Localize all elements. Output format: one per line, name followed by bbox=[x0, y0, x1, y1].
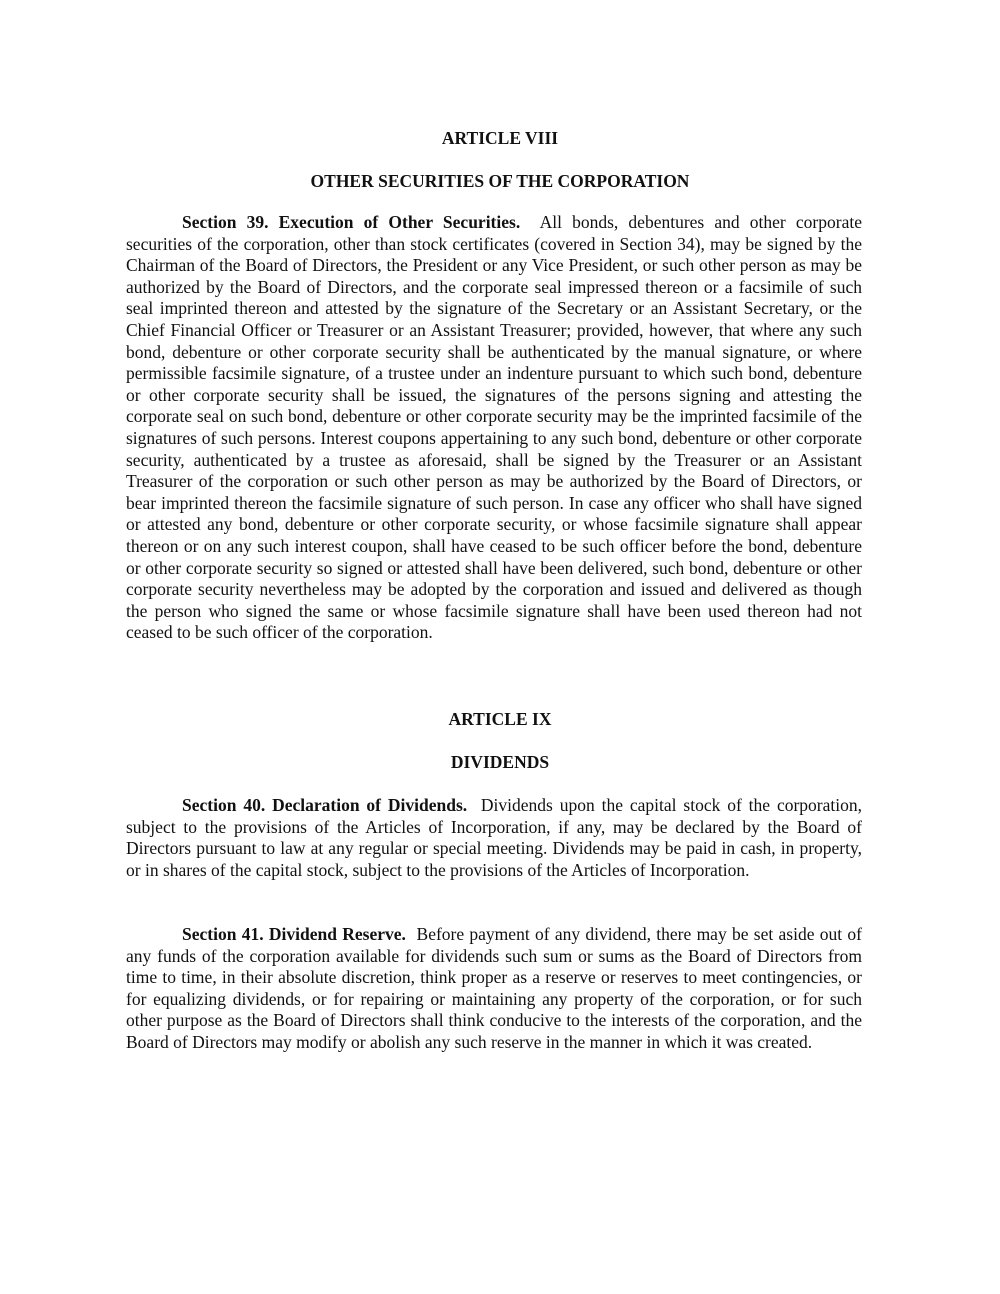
section-39-title: Section 39. Execution of Other Securities. bbox=[182, 212, 521, 232]
article-9-title: ARTICLE IX bbox=[448, 709, 552, 729]
section-40-paragraph bbox=[126, 795, 862, 881]
section-40-body: Dividends upon the capital stock of the corporation, subject to the provisions of the Articles of Incorporation, if any, may be declared by the Board of Directors pursuant to law at any regular or special meeting. Dividends may be paid in cash, in property, or in shares of the capital stock, subject to the provisions of the Articles of Incorporation. bbox=[126, 795, 862, 880]
article-8-title: ARTICLE VIII bbox=[441, 128, 559, 148]
section-39-paragraph bbox=[126, 212, 862, 644]
article-8-subtitle: OTHER SECURITIES OF THE CORPORATION bbox=[310, 171, 690, 191]
article-9-subtitle: DIVIDENDS bbox=[450, 752, 550, 772]
section-41-title: Section 41. Dividend Reserve. bbox=[182, 924, 406, 944]
section-40-title: Section 40. Declaration of Dividends. bbox=[182, 795, 468, 815]
section-41-paragraph bbox=[126, 924, 862, 1054]
section-41-body: Before payment of any dividend, there may be set aside out of any funds of the corporation available for dividends such sum or sums as the Board of Directors from time to time, in their absolute discretion, think proper as a reserve or reserves to meet contingencies, or for equalizing dividends, or for repairing or maintaining any property of the corporation, or for such other purpose as the Board of Directors shall think conducive to the interests of the corporation, and the Board of Directors may modify or abolish any such reserve in the manner in which it was created. bbox=[126, 924, 863, 1052]
section-39-body: All bonds, debentures and other corporate securities of the corporation, other than stock certificates (covered in Section 34), may be signed by the Chairman of the Board of Directors, the President or any Vice President, or such other person as may be authorized by the Board of Directors, and the corporate seal impressed thereon or a facsimile of such seal imprinted thereon and attested by the signature of the Secretary or an Assistant Secretary, or the Chief Financial Officer or Treasurer or an Assistant Treasurer; provided, however, that where any such bond, debenture or other corporate security shall be authenticated by the manual signature, or where permissible facsimile signature, of a trustee under an indenture pursuant to which such bond, debenture or other corporate security shall be issued, the signatures of the persons signing and attesting the corporate seal on such bond, debenture or other corporate security may be the imprinted facsimile of the signatures of such persons. Interest coupons appertaining to any such bond, debenture or other corporate security, authenticated by a trustee as aforesaid, shall be signed by the Treasurer or an Assistant Treasurer of the corporation or such other person as may be authorized by the Board of Directors, or bear imprinted thereon the facsimile signature of such person. In case any officer who shall have signed or attested any bond, debenture or other corporate security, or whose facsimile signature shall appear thereon or on any such interest coupon, shall have ceased to be such officer before the bond, debenture or other corporate security so signed or attested shall have been delivered, such bond, debenture or other corporate security nevertheless may be adopted by the corporation and issued and delivered as though the person who signed the same or whose facsimile signature shall have been used thereon had not ceased to be such officer of the corporation. bbox=[126, 212, 862, 643]
